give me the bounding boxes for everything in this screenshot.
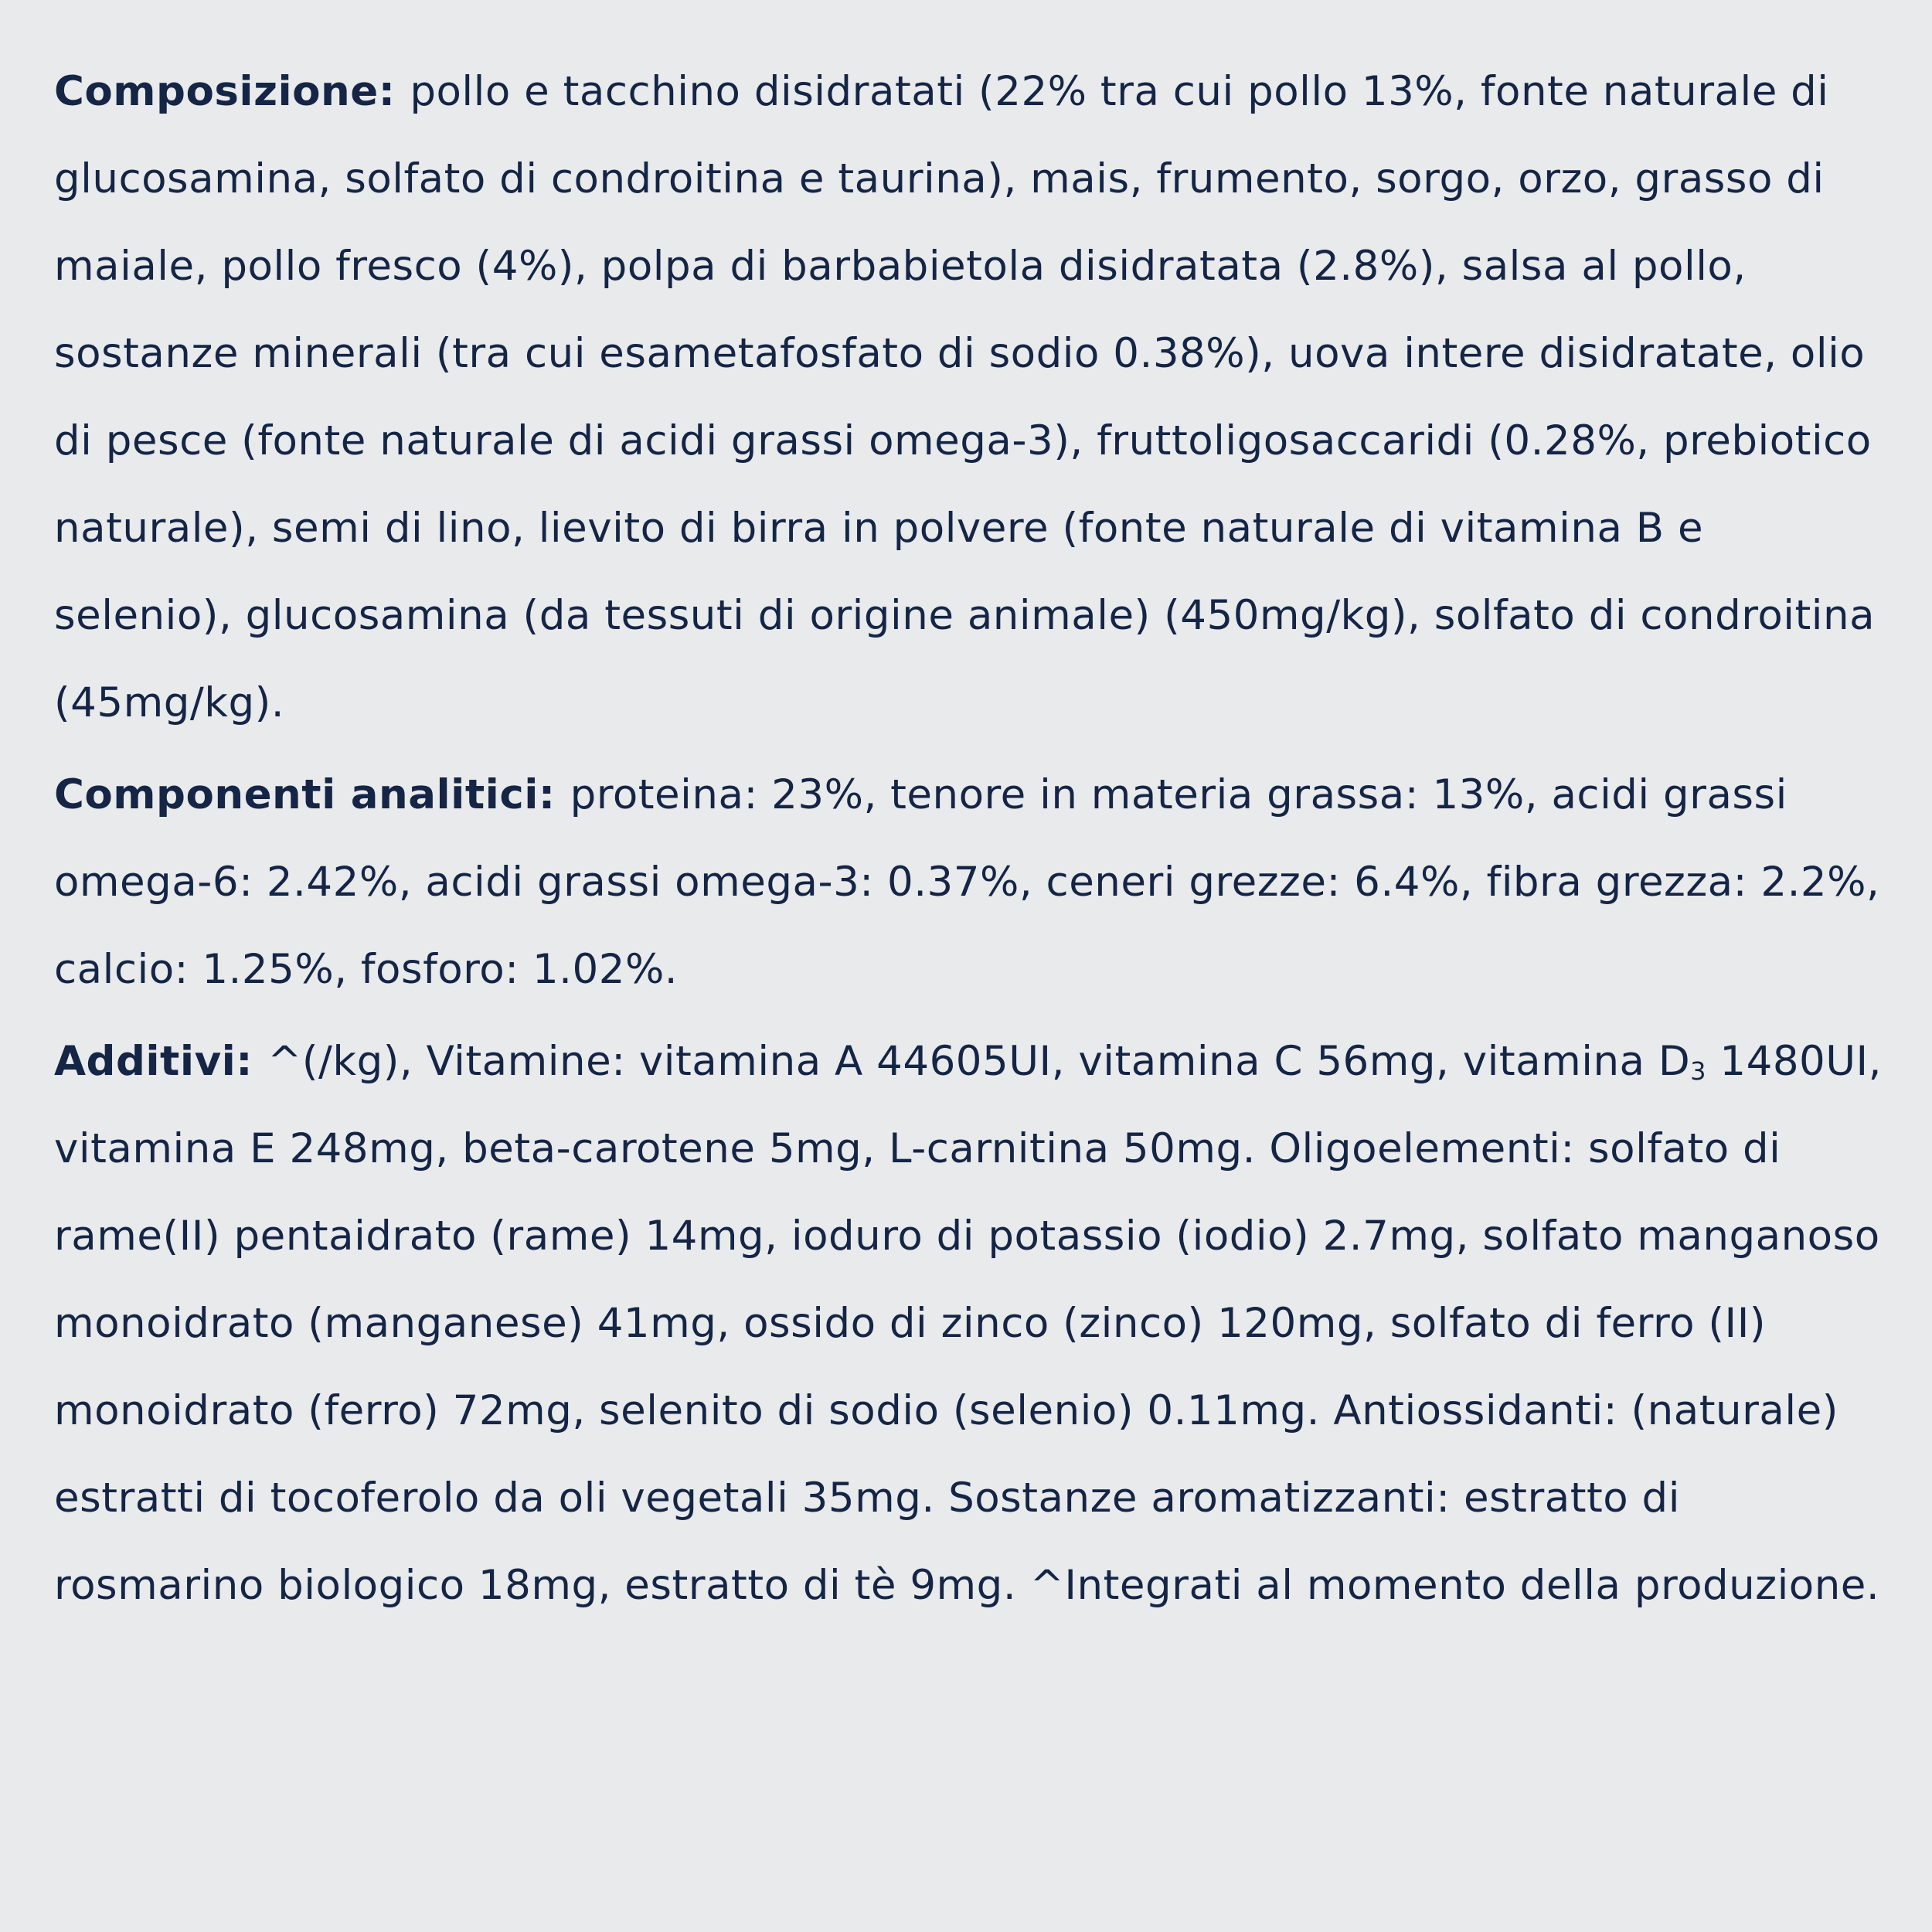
vitamin-d-subscript: 3 (1690, 1056, 1707, 1086)
analytical-components-text: proteina: 23%, tenore in materia grassa: 13%, acidi grassi omega-6: 2.42%, acidi grassi omega-3: 0.37%, ceneri grezze: 6.4%, fibra grezza: 2.2%, calcio: 1.25%, fosforo: 1.02%. (54, 771, 1880, 993)
additives-text-part2: 1480UI, vitamina E 248mg, beta-carotene 5mg, L-carnitina 50mg. Oligoelementi: solfato di rame(II) pentaidrato (rame) 14mg, ioduro di potassio (iodio) 2.7mg, solfato manganoso monoidrato (manganese) 41mg, ossido di zinco (zinco) 120mg, solfato di ferro (II) monoidrato (ferro) 72mg, selenito di sodio (selenio) 0.11mg. Antiossidanti: (naturale) estratti di tocoferolo da oli vegetali 35mg. Sostanze aromatizzanti: estratto di rosmarino biologico 18mg, estratto di tè 9mg. ^Integrati al momento della produzione. (54, 1038, 1883, 1609)
ingredients-label (54, 48, 1893, 1634)
composition-heading: Composizione: (54, 68, 410, 115)
additives-heading: Additivi: (54, 1038, 267, 1085)
analytical-components-heading: Componenti analitici: (54, 771, 570, 818)
additives-section (54, 1018, 1893, 1629)
analytical-components-section (54, 751, 1893, 1013)
additives-text-part1: ^(/kg), Vitamine: vitamina A 44605UI, vitamina C 56mg, vitamina D (267, 1038, 1691, 1085)
composition-section (54, 48, 1893, 747)
composition-text: pollo e tacchino disidratati (22% tra cui pollo 13%, fonte naturale di glucosamina, solfato di condroitina e taurina), mais, frumento, sorgo, orzo, grasso di maiale, pollo fresco (4%), polpa di barbabietola disidratata (2.8%), salsa al pollo, sostanze minerali (tra cui esametafosfato di sodio 0.38%), uova intere disidratate, olio di pesce (fonte naturale di acidi grassi omega-3), fruttoligosaccaridi (0.28%, prebiotico naturale), semi di lino, lievito di birra in polvere (fonte naturale di vitamina B e selenio), glucosamina (da tessuti di origine animale) (450mg/kg), solfato di condroitina (45mg/kg). (54, 68, 1876, 726)
